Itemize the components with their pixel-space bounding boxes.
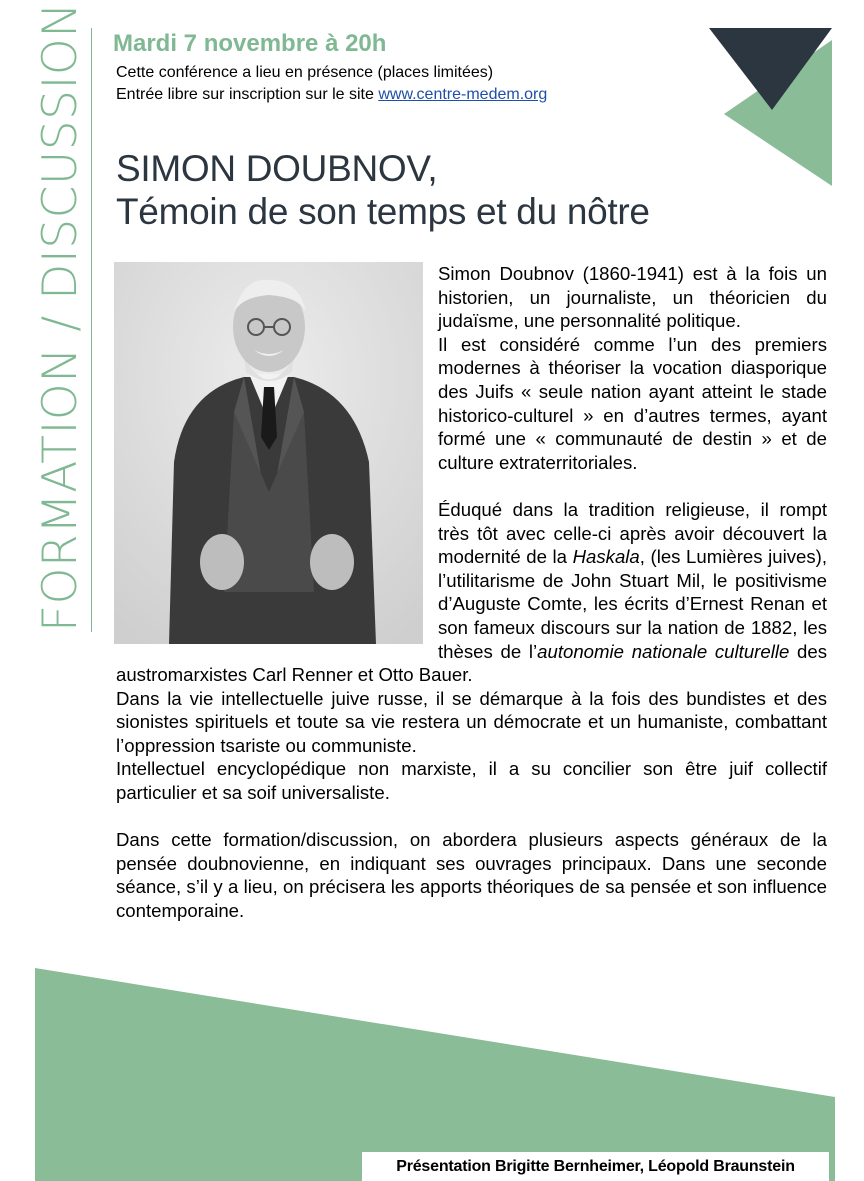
p3-part-a: Éduqué dans la tradition religieuse, il rompt très tôt avec celle-ci après avoir découvert la modernité de la	[438, 498, 827, 568]
registration-note	[116, 84, 547, 106]
paragraph-1: Simon Doubnov (1860-1941) est à la fois un historien, un journaliste, un théoricien du judaïsme, une personnalité politique.	[438, 263, 827, 332]
paragraph-5: Intellectuel encyclopédique non marxiste, il a su concilier son être juif collectif particulier et sa soif universaliste.	[116, 758, 827, 804]
p3-part-c: des austromarxistes Carl Renner et Otto Bauer.	[116, 640, 827, 686]
attendance-note: Cette conférence a lieu en présence (places limitées)	[116, 64, 494, 81]
p3-autonomie: autonomie nationale culturelle	[537, 640, 790, 662]
event-info	[116, 62, 547, 106]
paragraph-2: Il est considéré comme l’un des premiers modernes à théoriser la vocation diasporique des Juifs « seule nation ayant atteint le stade historico-culturel » en d’autres termes, ayant formé une « communauté de destin » et de culture extraterritoriales.	[438, 333, 827, 473]
page-title	[116, 147, 650, 233]
paragraph-6: Dans cette formation/discussion, on abordera plusieurs aspects généraux de la pensée doubnovienne, en indiquant ses ouvrages principaux. Dans une seconde séance, s’il y a lieu, on précisera les apports théoriques de sa pensée et son influence contemporaine.	[116, 829, 827, 922]
vertical-section-label: FORMATION / DISCUSSION	[33, 2, 88, 632]
article-body	[116, 262, 827, 923]
paragraph-4: Dans la vie intellectuelle juive russe, il se démarque à la fois des bundistes et des sionistes spirituels et toute sa vie restera un démocrate et un humaniste, combattant l’oppression tsariste ou communiste.	[116, 687, 827, 756]
title-line-1: SIMON DOUBNOV,	[116, 148, 438, 189]
vertical-divider	[91, 28, 92, 632]
event-date: Mardi 7 novembre à 20h	[113, 30, 387, 57]
presenters-credit: Présentation Brigitte Bernheimer, Léopold Braunstein	[362, 1152, 829, 1181]
website-link[interactable]: www.centre-medem.org	[378, 86, 548, 103]
photo-space	[116, 262, 438, 644]
title-line-2: Témoin de son temps et du nôtre	[116, 191, 650, 232]
p3-part-b: , (les Lumières juives), l’utilitarisme de John Stuart Mil, le positivisme d’Auguste Comte, les écrits d’Ernest Renan et son fameux discours sur la nation de 1882, les thèses de l’	[438, 546, 827, 662]
registration-text: Entrée libre sur inscription sur le site	[116, 86, 379, 103]
p3-haskala: Haskala	[572, 546, 640, 568]
